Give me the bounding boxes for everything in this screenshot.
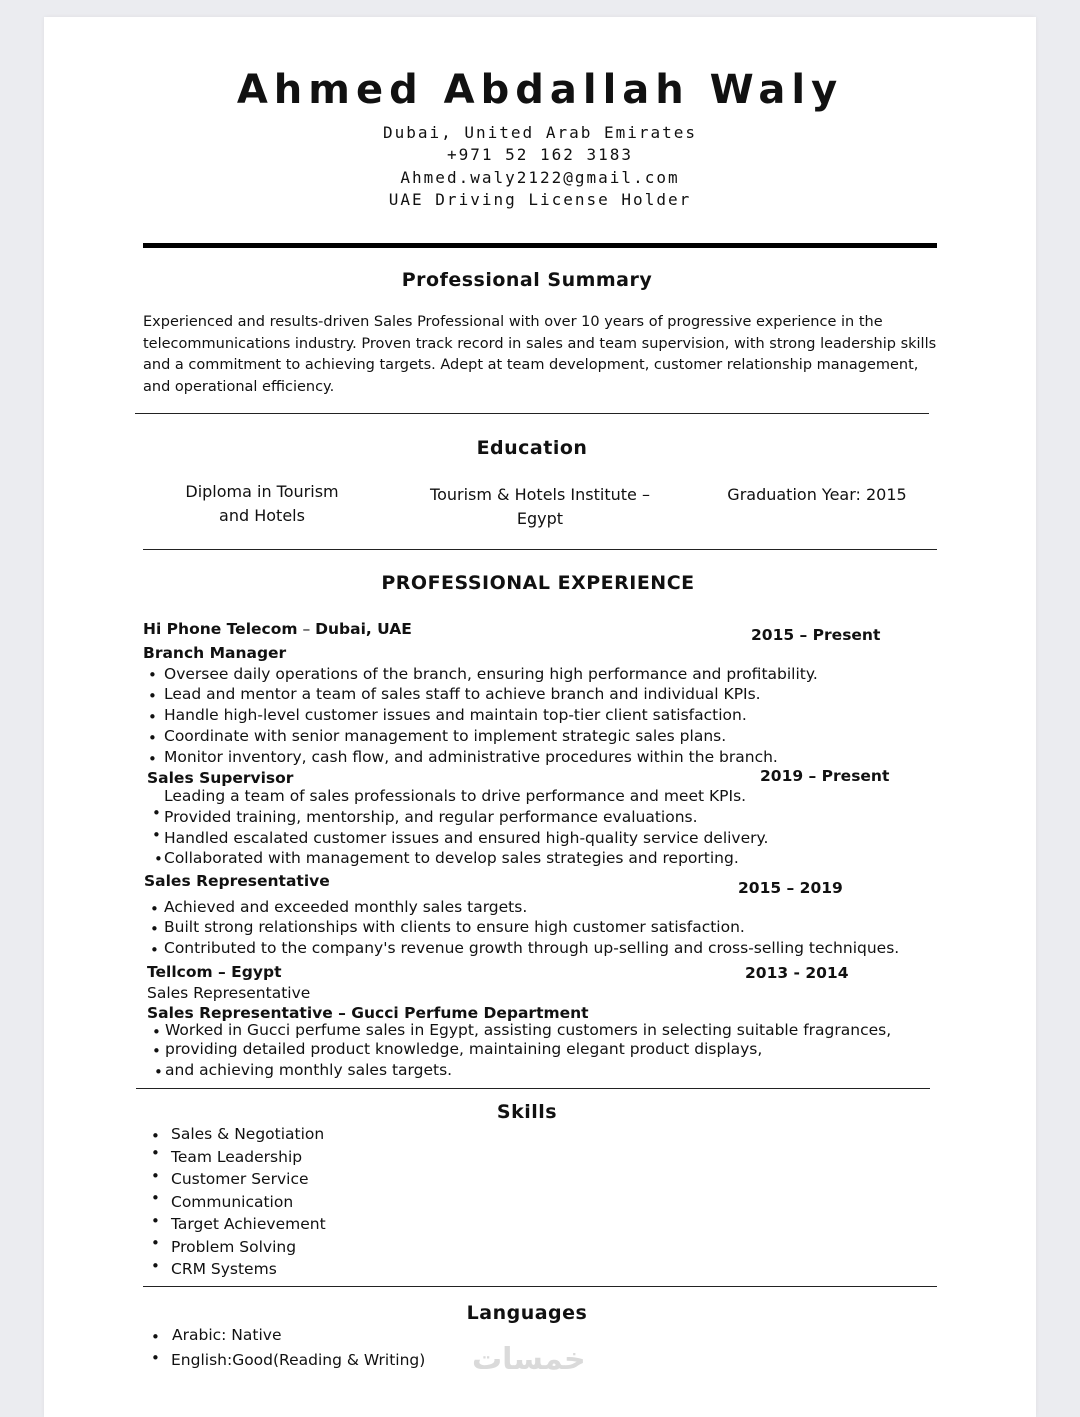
company-name: Tellcom – Egypt: [147, 963, 282, 981]
bullet: •: [148, 666, 157, 684]
skill-item: Communication: [171, 1193, 294, 1211]
bullet: •: [151, 1189, 160, 1207]
bullet: •: [148, 687, 157, 705]
bullet: •: [152, 1042, 161, 1060]
divider: [136, 1088, 930, 1089]
bullet: •: [152, 826, 161, 844]
skill-item: Customer Service: [171, 1170, 309, 1188]
job-title: Sales Representative: [147, 984, 311, 1002]
summary-text: Experienced and results-driven Sales Professional with over 10 years of progressive experience in the telecommunications industry. Proven track record in sales and team supervision, with strong leadership skills and a commitment to achieving targets. Adept at team development, customer relationship management, and operational efficiency.: [143, 314, 937, 395]
education-degree: Diploma in Tourism and Hotels: [185, 482, 339, 525]
language-item: Arabic: Native: [172, 1326, 282, 1344]
phone: +971 52 162 3183: [446, 145, 634, 164]
bullet: •: [148, 729, 157, 747]
header-divider: [143, 243, 937, 248]
job-bullet: Contributed to the company's revenue growth through up-selling and cross-selling techniques.: [164, 939, 900, 957]
divider: [143, 549, 937, 550]
experience-heading: PROFESSIONAL EXPERIENCE: [381, 572, 695, 594]
bullet: •: [154, 850, 163, 868]
summary-heading: Professional Summary: [401, 269, 653, 291]
job-bullet: and achieving monthly sales targets.: [165, 1061, 453, 1079]
bullet: •: [151, 1257, 160, 1275]
job-title: Branch Manager: [143, 644, 287, 662]
email: Ahmed.waly2122@gmail.com: [400, 168, 680, 187]
bullet: •: [151, 1234, 160, 1252]
divider: [143, 1286, 937, 1287]
bullet: •: [154, 1063, 163, 1081]
candidate-name: Ahmed Abdallah Waly: [236, 67, 844, 113]
license: UAE Driving License Holder: [388, 190, 692, 209]
bullet: •: [151, 1212, 160, 1230]
job-bullet: Built strong relationships with clients to ensure high customer satisfaction.: [164, 918, 745, 936]
bullet: •: [150, 941, 159, 959]
bullet: •: [150, 900, 159, 918]
job-bullet: Oversee daily operations of the branch, ensuring high performance and profitability.: [164, 665, 818, 683]
bullet: •: [148, 750, 157, 768]
bullet: •: [152, 1023, 161, 1041]
job-dates: 2013 - 2014: [745, 964, 849, 982]
skills-heading: Skills: [496, 1101, 558, 1123]
job-bullet: Handled escalated customer issues and ensured high-quality service delivery.: [164, 829, 769, 847]
resume-page: [44, 17, 1036, 1417]
company-name: Hi Phone Telecom – Dubai, UAE: [143, 620, 412, 638]
bullet: •: [148, 708, 157, 726]
skill-item: Team Leadership: [171, 1148, 303, 1166]
skill-item: Target Achievement: [171, 1215, 326, 1233]
job-dates: 2015 – Present: [751, 626, 881, 644]
job-bullet: Provided training, mentorship, and regular performance evaluations.: [164, 808, 698, 826]
skill-item: Problem Solving: [171, 1238, 297, 1256]
job-bullet: Leading a team of sales professionals to drive performance and meet KPIs.: [164, 787, 747, 805]
bullet: •: [150, 920, 159, 938]
education-institute: Tourism & Hotels Institute – Egypt: [430, 485, 650, 528]
job-bullet: providing detailed product knowledge, maintaining elegant product displays,: [165, 1040, 763, 1058]
bullet: •: [151, 1349, 160, 1367]
bullet: •: [151, 1144, 160, 1162]
job-title: Sales Representative: [144, 872, 330, 890]
job-bullet: Coordinate with senior management to implement strategic sales plans.: [164, 727, 727, 745]
job-dates: 2015 – 2019: [738, 879, 843, 897]
skill-item: Sales & Negotiation: [171, 1125, 325, 1143]
job-dates: 2019 – Present: [760, 767, 890, 785]
job-title: Sales Supervisor: [147, 769, 294, 787]
job-bullet: Collaborated with management to develop sales strategies and reporting.: [164, 849, 739, 867]
job-bullet: Worked in Gucci perfume sales in Egypt, assisting customers in selecting suitable fragrances,: [165, 1021, 892, 1039]
job-bullet: Lead and mentor a team of sales staff to achieve branch and individual KPIs.: [164, 685, 761, 703]
skill-item: CRM Systems: [171, 1260, 277, 1278]
location: Dubai, United Arab Emirates: [382, 123, 698, 142]
languages-heading: Languages: [466, 1302, 588, 1324]
site-watermark: خمسات: [472, 1342, 586, 1377]
bullet: •: [151, 1167, 160, 1185]
education-heading: Education: [476, 437, 588, 459]
divider: [135, 413, 929, 414]
bullet: •: [152, 804, 161, 822]
education-year: Graduation Year: 2015: [727, 485, 907, 504]
language-item: English:Good(Reading & Writing): [171, 1351, 426, 1369]
job-bullet: Achieved and exceeded monthly sales targets.: [164, 898, 528, 916]
job-bullet: Monitor inventory, cash flow, and administrative procedures within the branch.: [164, 748, 778, 766]
department-title: Sales Representative – Gucci Perfume Department: [147, 1004, 589, 1022]
bullet: •: [151, 1127, 160, 1145]
job-bullet: Handle high-level customer issues and maintain top-tier client satisfaction.: [164, 706, 747, 724]
bullet: •: [151, 1328, 160, 1346]
